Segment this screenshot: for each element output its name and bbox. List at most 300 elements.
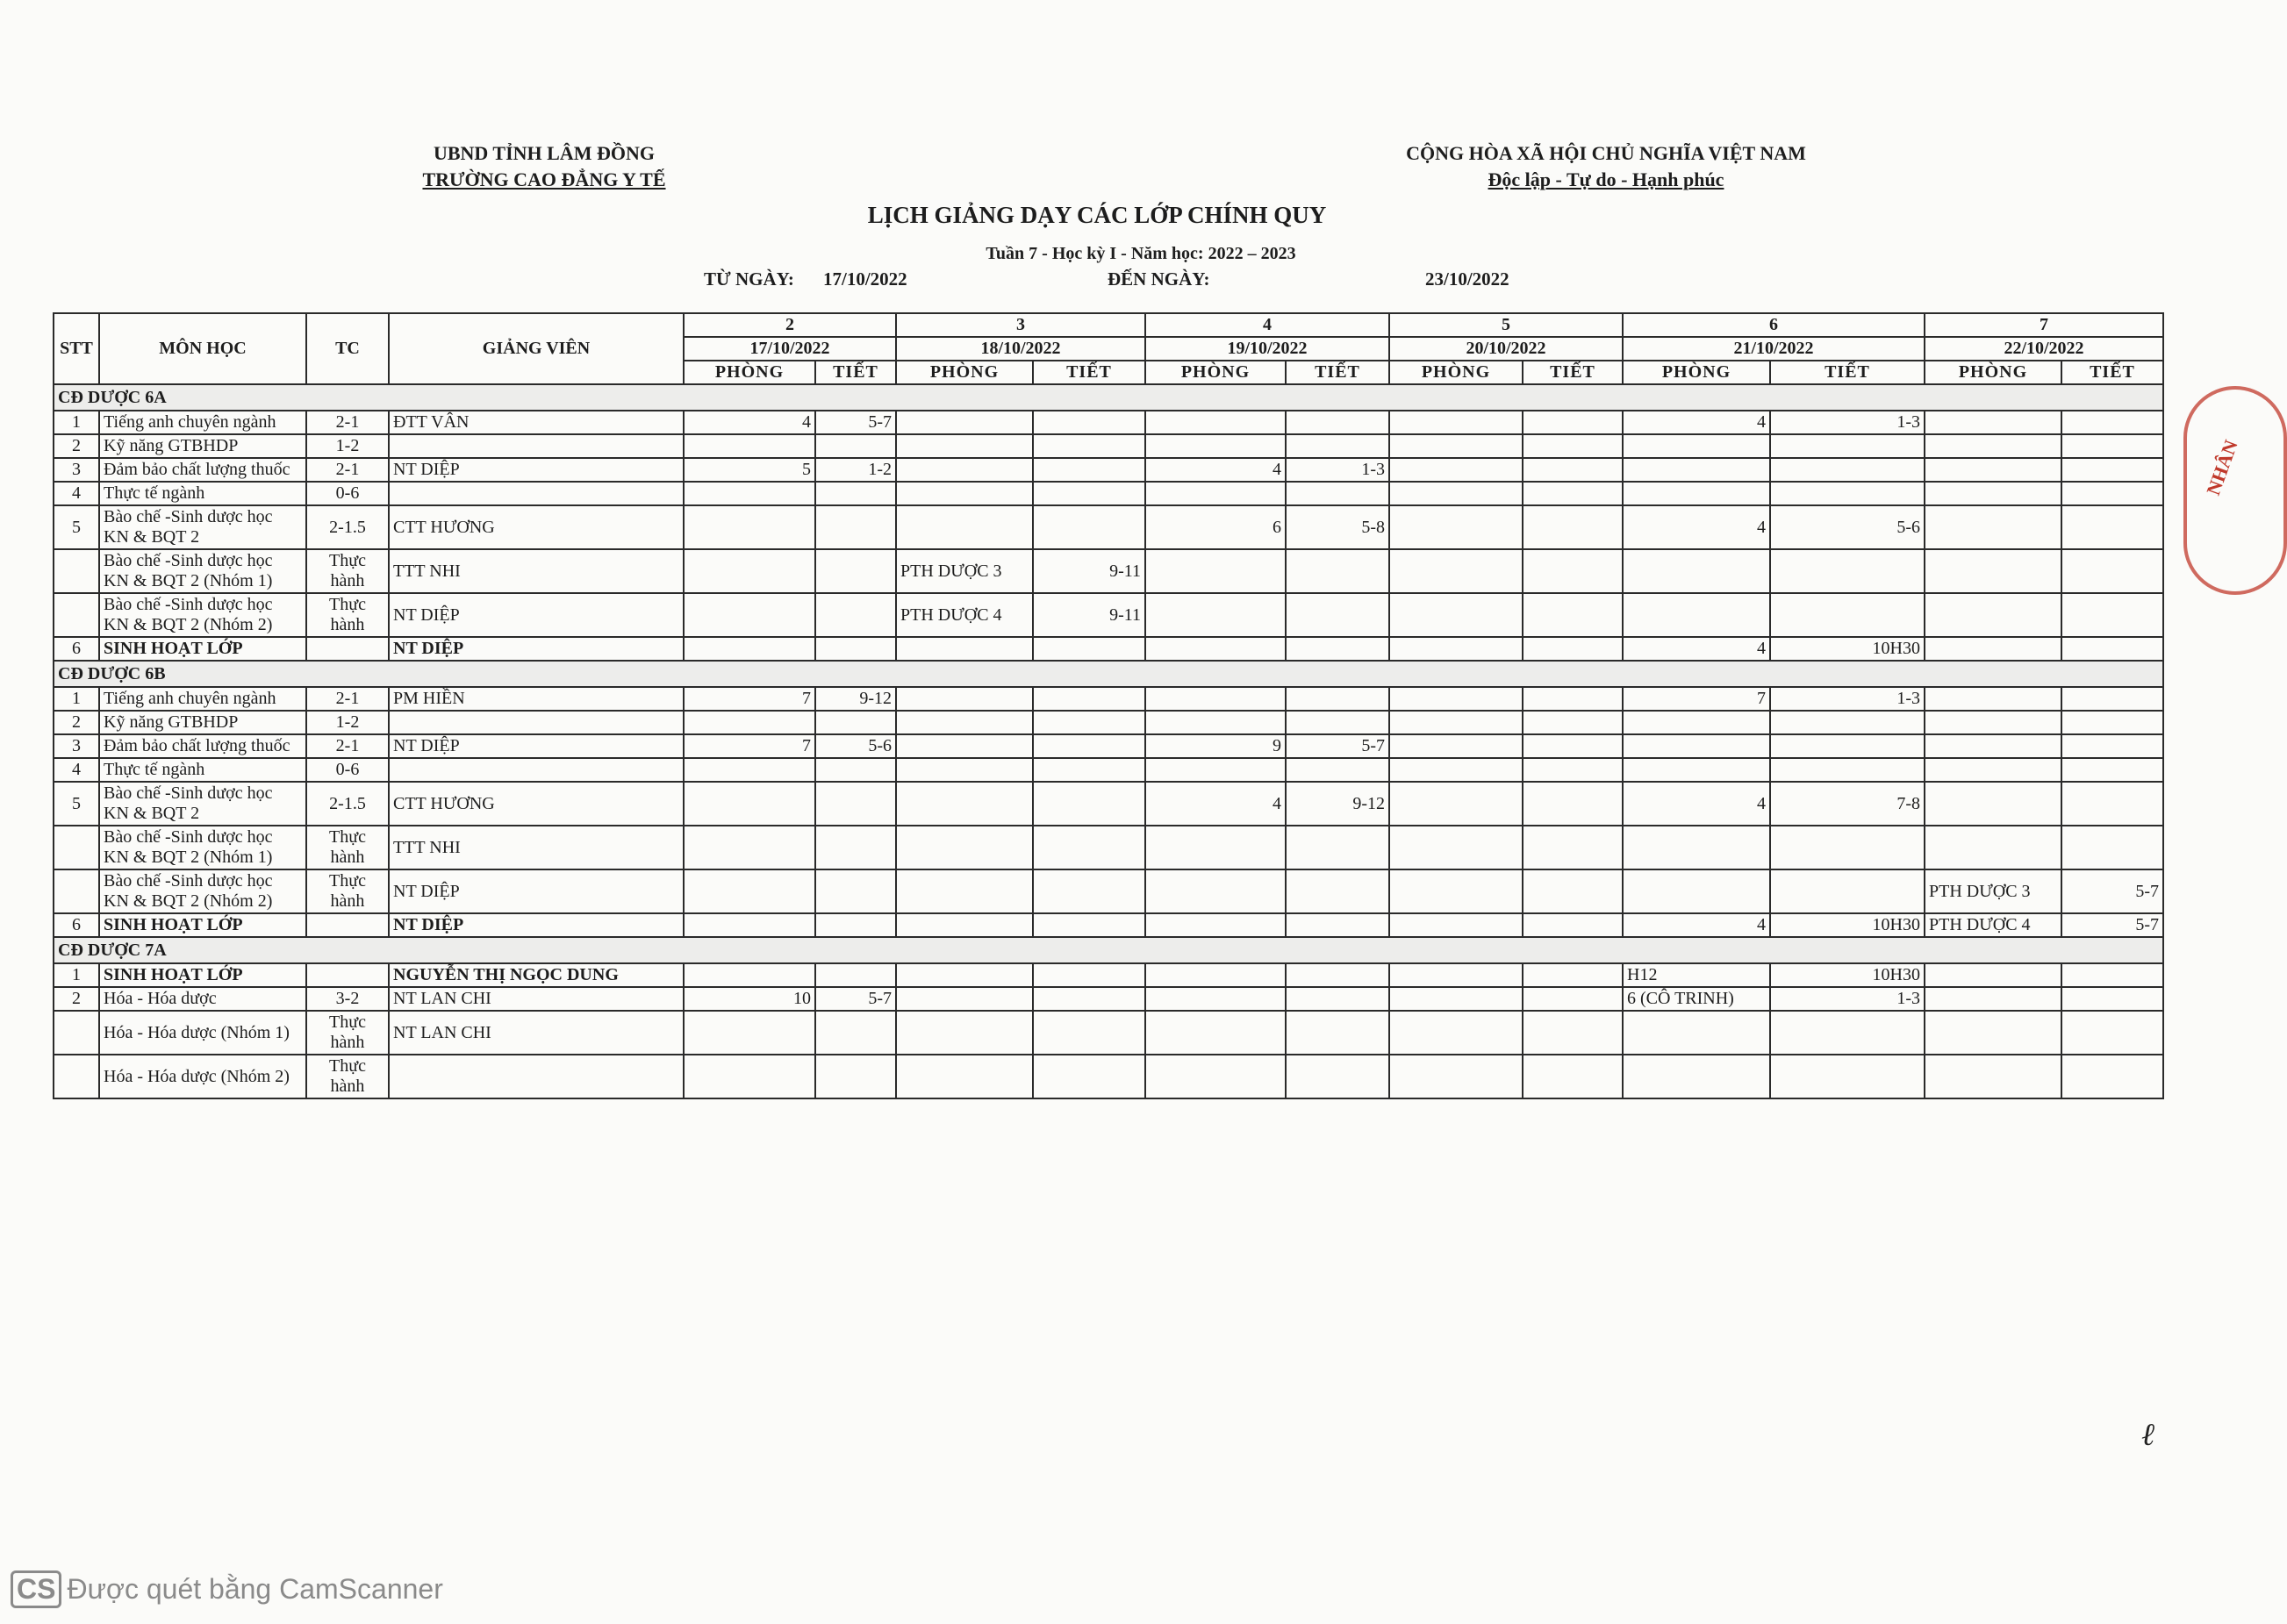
table-row [54,434,2163,458]
row-stt: 3 [54,458,99,482]
period-cell [1770,482,1925,505]
row-tc: Thực hành [306,593,389,637]
room-cell [1145,1011,1286,1055]
table-body [54,384,2163,1098]
room-cell [1145,913,1286,937]
row-subject: Bào chế -Sinh dược học KN & BQT 2 (Nhóm 2) [99,869,306,913]
room-cell [1145,434,1286,458]
room-cell [1623,458,1770,482]
room-cell [684,482,815,505]
period-cell [815,711,896,734]
day-date-header: 20/10/2022 [1389,337,1623,361]
row-stt: 4 [54,758,99,782]
period-cell [2061,1011,2163,1055]
room-cell [1145,411,1286,434]
room-cell [1389,782,1523,826]
room-cell [1389,869,1523,913]
period-cell [1770,458,1925,482]
org-line-2: TRƯỜNG CAO ĐẲNG Y TẾ [422,168,666,190]
room-cell [1623,734,1770,758]
room-cell [1623,482,1770,505]
period-cell [815,434,896,458]
period-cell [815,963,896,987]
period-cell: 5-6 [1770,505,1925,549]
room-cell [1145,687,1286,711]
period-cell [1033,711,1145,734]
room-cell [1925,593,2061,637]
period-cell [2061,734,2163,758]
room-cell [684,1055,815,1098]
room-cell [1389,687,1523,711]
period-cell [1286,758,1389,782]
table-row [54,782,2163,826]
room-cell [1145,1055,1286,1098]
row-stt [54,549,99,593]
period-cell [2061,782,2163,826]
room-cell: 6 [1145,505,1286,549]
room-cell [896,637,1033,661]
period-subheader: TIẾT [1286,361,1389,384]
from-date-label: TỪ NGÀY: [704,268,794,290]
row-subject: Kỹ năng GTBHDP [99,711,306,734]
room-cell [684,505,815,549]
room-cell: 4 [1145,458,1286,482]
period-cell [815,1055,896,1098]
table-row [54,1055,2163,1098]
period-cell: 1-2 [815,458,896,482]
row-teacher: NT DIỆP [389,458,684,482]
row-stt [54,1055,99,1098]
room-cell: 7 [684,734,815,758]
column-header-subject: MÔN HỌC [99,313,306,384]
period-cell [2061,637,2163,661]
row-subject: Thực tế ngành [99,482,306,505]
room-cell [896,434,1033,458]
class-section-row [54,384,2163,411]
room-cell: 7 [684,687,815,711]
room-subheader: PHÒNG [1145,361,1286,384]
period-cell [1286,711,1389,734]
room-subheader: PHÒNG [684,361,815,384]
row-tc: 2-1 [306,687,389,711]
row-tc: Thực hành [306,869,389,913]
room-cell [1389,826,1523,869]
period-cell: 10H30 [1770,913,1925,937]
day-number-header: 3 [896,313,1145,337]
row-subject: Bào chế -Sinh dược học KN & BQT 2 [99,505,306,549]
room-cell [1925,482,2061,505]
room-cell [1925,411,2061,434]
row-teacher [389,1055,684,1098]
row-stt: 1 [54,963,99,987]
room-cell [1925,637,2061,661]
period-cell: 5-7 [1286,734,1389,758]
period-cell [1770,869,1925,913]
period-cell: 10H30 [1770,637,1925,661]
row-subject: Bào chế -Sinh dược học KN & BQT 2 (Nhóm 1) [99,549,306,593]
period-cell [1033,734,1145,758]
row-stt: 1 [54,411,99,434]
room-cell [1145,593,1286,637]
period-cell: 5-7 [815,987,896,1011]
period-cell [1770,734,1925,758]
period-cell [815,637,896,661]
room-subheader: PHÒNG [1925,361,2061,384]
class-section-row [54,661,2163,687]
period-cell [1286,637,1389,661]
room-cell [1925,782,2061,826]
room-cell [1389,711,1523,734]
period-cell [1286,826,1389,869]
period-cell: 9-11 [1033,549,1145,593]
room-cell [684,782,815,826]
period-cell [1033,458,1145,482]
period-cell [1523,987,1623,1011]
camscanner-logo-icon: CS [11,1570,61,1608]
period-cell: 5-7 [2061,869,2163,913]
period-cell [1286,593,1389,637]
period-cell [1523,1011,1623,1055]
period-cell [1286,1055,1389,1098]
period-subheader: TIẾT [2061,361,2163,384]
room-cell [1145,711,1286,734]
period-cell [1033,987,1145,1011]
row-teacher: ĐTT VÂN [389,411,684,434]
room-cell [1389,734,1523,758]
period-cell [1770,434,1925,458]
row-tc: 1-2 [306,711,389,734]
to-date-label: ĐẾN NGÀY: [1108,268,1210,290]
period-cell [1033,482,1145,505]
room-cell [1623,869,1770,913]
room-cell [684,711,815,734]
room-cell [1925,505,2061,549]
room-cell: 4 [1623,782,1770,826]
row-tc: 1-2 [306,434,389,458]
room-cell [1925,434,2061,458]
table-row [54,758,2163,782]
room-cell: 7 [1623,687,1770,711]
period-cell: 5-6 [815,734,896,758]
period-cell [2061,411,2163,434]
row-subject: Hóa - Hóa dược (Nhóm 1) [99,1011,306,1055]
row-stt: 4 [54,482,99,505]
org-line-1: UBND TỈNH LÂM ĐỒNG [433,142,655,164]
period-cell: 5-7 [2061,913,2163,937]
row-tc: 0-6 [306,482,389,505]
period-cell [815,1011,896,1055]
day-number-header: 6 [1623,313,1925,337]
row-stt: 6 [54,913,99,937]
row-stt: 6 [54,637,99,661]
room-cell: 4 [1623,411,1770,434]
day-date-header: 19/10/2022 [1145,337,1389,361]
room-cell [1145,826,1286,869]
room-cell [684,826,815,869]
row-tc: 2-1.5 [306,782,389,826]
room-cell [896,782,1033,826]
period-cell [2061,687,2163,711]
period-cell [1033,1011,1145,1055]
row-stt: 2 [54,987,99,1011]
room-cell [896,1011,1033,1055]
period-cell [2061,505,2163,549]
room-cell [1623,1055,1770,1098]
column-header-tc: TC [306,313,389,384]
room-cell [1623,758,1770,782]
period-cell [1523,782,1623,826]
room-cell: PTH DƯỢC 4 [896,593,1033,637]
row-stt: 1 [54,687,99,711]
room-cell: PTH DƯỢC 3 [1925,869,2061,913]
period-cell: 1-3 [1770,411,1925,434]
room-cell [684,963,815,987]
period-subheader: TIẾT [1523,361,1623,384]
period-cell [1523,963,1623,987]
room-cell [896,482,1033,505]
period-cell [1523,758,1623,782]
period-cell [1523,505,1623,549]
row-teacher: CTT HƯƠNG [389,505,684,549]
period-cell [2061,482,2163,505]
row-teacher: TTT NHI [389,549,684,593]
room-cell [1145,637,1286,661]
row-teacher [389,711,684,734]
room-cell [1925,1011,2061,1055]
period-cell [1523,458,1623,482]
period-cell [2061,711,2163,734]
period-cell [815,549,896,593]
day-date-header: 18/10/2022 [896,337,1145,361]
class-section-row [54,937,2163,963]
period-cell [815,826,896,869]
table-row [54,549,2163,593]
room-cell [1389,1055,1523,1098]
room-cell [1623,593,1770,637]
period-cell [1286,913,1389,937]
row-subject: Thực tế ngành [99,758,306,782]
period-cell [1770,758,1925,782]
room-cell [1623,1011,1770,1055]
period-cell [1523,593,1623,637]
period-cell [1286,687,1389,711]
row-stt [54,593,99,637]
period-subheader: TIẾT [1770,361,1925,384]
period-cell: 9-11 [1033,593,1145,637]
period-subheader: TIẾT [815,361,896,384]
period-cell [815,913,896,937]
org-header [386,140,702,193]
row-stt [54,1011,99,1055]
row-tc [306,637,389,661]
period-cell [1286,1011,1389,1055]
row-tc: 2-1 [306,734,389,758]
room-cell [896,734,1033,758]
room-cell [1925,711,2061,734]
room-cell [1145,869,1286,913]
period-cell: 1-3 [1770,987,1925,1011]
row-subject: Bào chế -Sinh dược học KN & BQT 2 [99,782,306,826]
room-cell [1145,482,1286,505]
room-cell [896,505,1033,549]
period-cell [815,482,896,505]
day-number-header: 2 [684,313,896,337]
period-cell [1033,782,1145,826]
room-cell [1145,987,1286,1011]
room-cell [1925,987,2061,1011]
room-cell [896,758,1033,782]
row-tc: 2-1 [306,411,389,434]
period-cell [1523,482,1623,505]
table-row [54,734,2163,758]
room-cell [1925,549,2061,593]
period-cell [1286,987,1389,1011]
room-cell [896,711,1033,734]
room-cell [684,593,815,637]
row-teacher: CTT HƯƠNG [389,782,684,826]
room-subheader: PHÒNG [896,361,1033,384]
row-subject: Hóa - Hóa dược (Nhóm 2) [99,1055,306,1098]
period-cell: 10H30 [1770,963,1925,987]
row-teacher: NT LAN CHI [389,987,684,1011]
room-cell [1925,963,2061,987]
period-cell [1523,637,1623,661]
period-cell: 9-12 [1286,782,1389,826]
period-cell [1523,1055,1623,1098]
row-stt: 5 [54,782,99,826]
period-cell [2061,458,2163,482]
row-teacher: NT DIỆP [389,593,684,637]
period-cell [1286,482,1389,505]
room-cell: 4 [1623,913,1770,937]
room-subheader: PHÒNG [1389,361,1523,384]
room-cell: PTH DƯỢC 4 [1925,913,2061,937]
room-cell [1389,963,1523,987]
class-section-title: CĐ DƯỢC 6A [54,384,2163,411]
period-cell [1033,637,1145,661]
period-cell [1770,593,1925,637]
room-cell: 4 [684,411,815,434]
period-cell: 9-12 [815,687,896,711]
period-cell [1033,826,1145,869]
period-cell [815,505,896,549]
row-teacher: NT DIỆP [389,913,684,937]
watermark-text: Được quét bằng CamScanner [67,1573,443,1605]
period-cell [1033,434,1145,458]
room-cell [1389,913,1523,937]
room-cell [684,434,815,458]
row-subject: Đảm bảo chất lượng thuốc [99,734,306,758]
room-cell: 4 [1145,782,1286,826]
room-cell [1145,549,1286,593]
period-cell [1770,1055,1925,1098]
room-cell [1389,434,1523,458]
table-row [54,411,2163,434]
day-date-header: 22/10/2022 [1925,337,2163,361]
period-cell [2061,826,2163,869]
period-cell [1523,687,1623,711]
day-number-header: 4 [1145,313,1389,337]
room-cell [1925,458,2061,482]
room-cell: PTH DƯỢC 3 [896,549,1033,593]
row-teacher: NT LAN CHI [389,1011,684,1055]
table-row [54,913,2163,937]
row-subject: Tiếng anh chuyên ngành [99,687,306,711]
table-row [54,505,2163,549]
room-cell [684,1011,815,1055]
row-subject: Đảm bảo chất lượng thuốc [99,458,306,482]
room-cell [896,826,1033,869]
table-row [54,711,2163,734]
room-cell [896,411,1033,434]
period-cell [815,869,896,913]
room-cell [896,913,1033,937]
period-cell [1033,411,1145,434]
period-cell [1033,963,1145,987]
table-row [54,687,2163,711]
period-cell [2061,434,2163,458]
period-cell [1286,549,1389,593]
row-tc: 2-1 [306,458,389,482]
room-cell [684,913,815,937]
period-cell [1033,687,1145,711]
period-cell [1523,734,1623,758]
room-cell [1623,711,1770,734]
table-header [54,313,2163,384]
period-cell [815,593,896,637]
period-cell: 5-8 [1286,505,1389,549]
table-row [54,869,2163,913]
row-stt [54,869,99,913]
row-subject: SINH HOẠT LỚP [99,637,306,661]
room-cell [1145,963,1286,987]
row-subject: Hóa - Hóa dược [99,987,306,1011]
room-cell [896,687,1033,711]
room-cell [1623,434,1770,458]
row-stt: 5 [54,505,99,549]
period-cell [1523,434,1623,458]
class-section-title: CĐ DƯỢC 6B [54,661,2163,687]
row-tc: Thực hành [306,1011,389,1055]
period-cell [1033,1055,1145,1098]
column-header-teacher: GIẢNG VIÊN [389,313,684,384]
period-cell [1286,869,1389,913]
room-cell [1389,411,1523,434]
day-number-header: 7 [1925,313,2163,337]
room-cell [1623,826,1770,869]
row-subject: SINH HOẠT LỚP [99,913,306,937]
row-teacher: NGUYỄN THỊ NGỌC DUNG [389,963,684,987]
row-subject: Kỹ năng GTBHDP [99,434,306,458]
room-cell [1389,482,1523,505]
table-row [54,593,2163,637]
room-cell [1925,1055,2061,1098]
table-row [54,482,2163,505]
period-cell [815,758,896,782]
row-tc: 2-1.5 [306,505,389,549]
room-cell: 4 [1623,505,1770,549]
row-teacher: NT DIỆP [389,734,684,758]
period-cell [1523,913,1623,937]
period-cell [1033,869,1145,913]
row-teacher: NT DIỆP [389,637,684,661]
period-cell [1770,826,1925,869]
room-cell [1389,1011,1523,1055]
room-cell [684,637,815,661]
room-cell [1925,734,2061,758]
column-header-stt: STT [54,313,99,384]
row-stt [54,826,99,869]
